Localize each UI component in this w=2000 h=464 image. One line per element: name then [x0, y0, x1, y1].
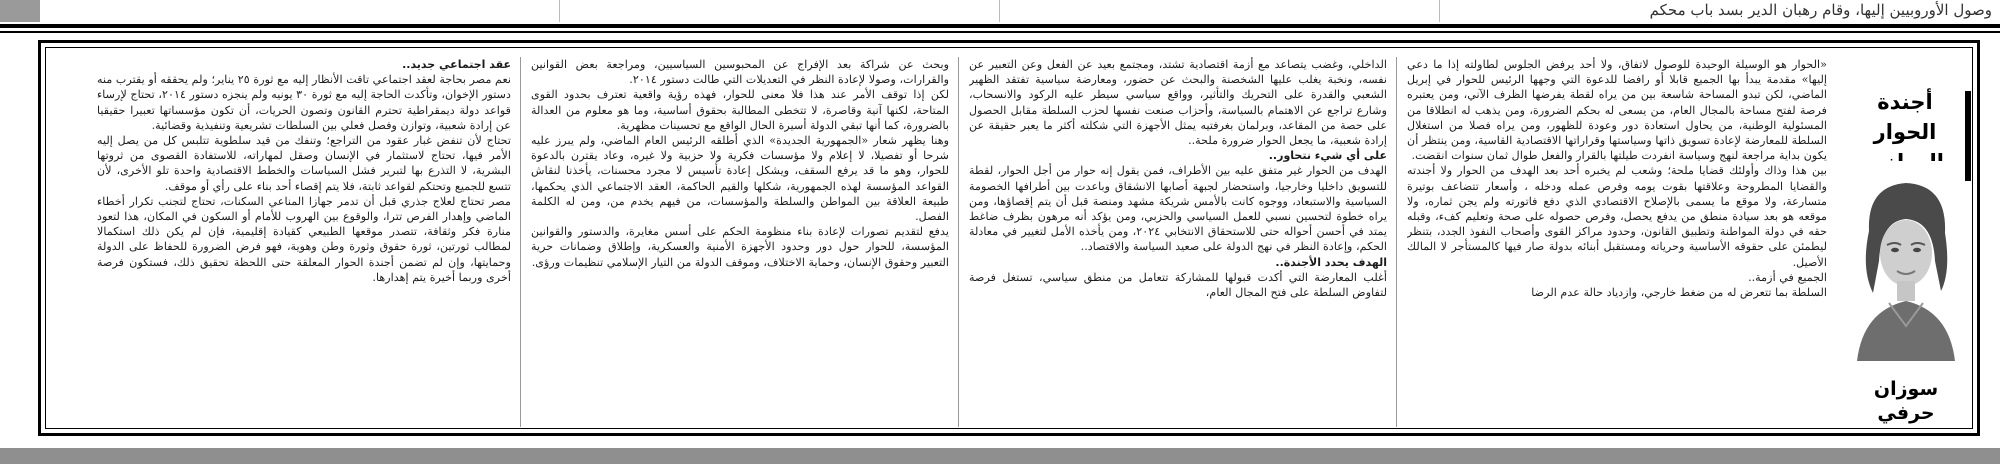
author-portrait: [1849, 161, 1963, 361]
paragraph: نعم مصر بحاجة لعقد اجتماعي تاقت الأنظار إليه مع ثورة ٢٥ يناير؛ ولم يحققه أو يقترب منه دستور الإخوان، وتأكدت الحاجة إليه مع ثورة ٣٠ يونيه ولم ينجزه دستور ٢٠١٤، تحتاج لإرساء قواعد دولة ديمقراطية تحترم القانون وتصون الحريات، أن تكون مؤسساتها تعبيرا حقيقيا عن إرادة شعبية، وتوازن وفصل فعلي بين السلطات تشريعية وتنفيذية وقضائية.: [97, 73, 511, 132]
paragraph: الهدف من الحوار غير متفق عليه بين الأطراف، فمن يقول إنه حوار من أجل الحوار، لقطة للتسويق داخليا وخارجيا، واستحضار لجبهة أصابها الانشقاق وباعدت بين أطرافها الخصومة السياسية والاستبعاد، ووجوه كانت بالأمس شريكة مشهد ومنصة قبل أن يتم إقصاؤها، ومن يراه خطوة لتحسين نسبي للعمل السياسي والحزبي، ومن يؤكد أنه مرهون بظرف ضاغط يمتد في أحسن أحواله حتى للاستحقاق الانتخابي ٢٠٢٤، ومن يأخذه الأمل لتغيير في معادلة الحكم، وإعادة النظر في نهج الدولة على صعيد السياسة والاقتصاد..: [969, 164, 1387, 254]
previous-article-snippet: وصول الأوروبيين إليها، وقام رهبان الدير بسد باب محكم: [1649, 1, 1992, 19]
column-divider: [958, 57, 959, 427]
accent-bar: [1965, 91, 1971, 181]
paragraph: السلطة بما تتعرض له من ضغط خارجي، وازدياد حالة عدم الرضا: [1531, 286, 1827, 300]
bottom-gray-band: [0, 448, 2000, 464]
subheading: عقد اجتماعي جديد..: [402, 58, 511, 71]
paragraph: الداخلي، وغضب يتصاعد مع أزمة اقتصادية تشتد، ومجتمع بعيد عن الفعل وعن التعبير عن نفسه، ونخبة يغلب عليها الشخصنة والبحث عن حضور، ومعارضة سياسية تفتقد الظهير الشعبي والقدرة على التحريك والتأثير، وواقع سياسي سيطر عليه الركود والانسحاب، وشارع تراجع عن الاهتمام بالسياسة، وأحزاب صنعت نفسها لحزب السلطة مقابل الحصول على حصة من المقاعد، وبرلمان بغرفتيه يمثل الأجهزة التي شكلته أكثر ما يعبر حقيقة عن إرادة شعبية، ما يجعل الحوار ضرورة ملحة..: [969, 58, 1387, 148]
paragraph: بين هذا وذاك وأولئك قضايا ملحة؛ وشعب لم يخبره أحد بعد الهدف من الحوار ولا أجندته والقضايا المطروحة وعلاقتها بقوت يومه وفرص عمله ودخله ، وأسعار تتضاعف بوتيرة متسارعة، ولا موقع ما يسمى بالإصلاح الاقتصادي الذي دفع فاتورته ولم يجن ثماره، ولا موقعه هو بعد سيادة منطق من يدفع يحصل، وفرص حصوله على صحة وتعليم كفء، وقبله حقه في دولة المواطنة وتطبيق القانون، وحدود مراكز القوى وأصحاب النفوذ الجدد، بتنظر ليطمئن على حقوقه الأساسية وحرياته ومستقبل أبنائه بدولة صار فيها كالمستأجر لا المالك الأصيل.: [1407, 164, 1827, 269]
paragraph: يدفع لتقديم تصورات لإعادة بناء منظومة الحكم على أسس مغايرة، والدستور والقوانين المؤسسة، للحوار حول دور وحدود الأجهزة الأمنية والعسكرية، وإطلاق وضمانات حرية التعبير وحقوق الإنسان، وحماية الاختلاف، وموقف الدولة من التيار الإسلامي تنظيمات ورؤى.: [531, 225, 949, 269]
paragraph: لكن إذا توقف الأمر عند هذا فلا معنى للحوار، فهذه رؤية واقعية تعترف بحدود القوى المتاحة، لكنها آنية وقاصرة، لا تتخطى المطالبة بحقوق أساسية، وما هو معلوم من العدالة بالضرورة، كما أنها تبقي الدولة أسيرة الحال الواقع مع تحسينات مظهرية.: [531, 88, 949, 132]
paragraph: «الحوار هو الوسيلة الوحيدة للوصول لاتفاق، ولا أحد يرفض الجلوس لطاولته إذا ما دعي إليها» مقدمة يبدأ بها الجميع قابلا أو رافضا للدعوة التي وجهها الرئيس للحوار في إبريل الماضي، لكن تبدو المساحة شاسعة بين من يراه لقطة يفرضها الظرف الآني، ومن يعتبره فرصة لفتح مساحة بالمجال العام، من يسعى له بحكم الضرورة، ومن يذهب له انطلاقا من المسئولية الوطنية، من يحاول استعادة دور وعودة للظهور، ومن يراه فصلا من استغلال السلطة للمعارضة لإعادة تسويق ذاتها وسياستها وقراراتها الاقتصادية القاسية، ومن ينتظر أن يكون بداية مراجعة لنهج وسياسة انفردت طيلتها بالقرار والفعل طوال ثمان سنوات انقضت.: [1407, 58, 1827, 163]
separator-rule-thin: [0, 31, 2000, 33]
paragraph: وهنا يظهر شعار «الجمهورية الجديدة» الذي أطلقه الرئيس العام الماضي، ولم يبرز عليه شرحا أو تفصيلا، لا إعلام ولا مؤسسات فكرية ولا حزبية ولا غيره، وعاد يقترن بالدعوة للحوار، وهو ما قد يرفع السقف، ويشكل إعادة تأسيس لا مجرد محسنات، يأخذنا لنقاش القواعد المؤسسة لهذه الجمهورية، شكلها والقيم الحاكمة، العقد الاجتماعي الذي يحكمها، طبيعة العلاقة بين المواطن والسلطة والمؤسسات، من فيهم يخدم من، ومن له الكلمة الفصل.: [531, 134, 949, 224]
paragraph: مصر تحتاج لعلاج جذري قبل أن تدمر جهازا المناعي السكنات، تحتاج لتجنب تكرار أخطاء الماضي وإهدار الفرص تترا، والوقوع بين الهروب للأمام أو السكون في المكان، هذا لتعود منارة فكر وثقافة، تتصدر موقعها الطبيعي كقيادة إقليمية، فإن لم يكن ذلك استكمالا لمطالب ثورتين، ثورة حقوق وثورة وطن وهوية، فهو فرض الضرورة للحفاظ على الدولة وحمايتها، وإن لم تضمن أجندة الحوار المعلقة حتى اللحظة تحقيق ذلك، فستكون فرصة أخرى وربما أخيرة يتم إهدارها.: [97, 194, 511, 284]
author-name: سوزان حرفي: [1873, 378, 1939, 424]
text-column-2: [969, 57, 1387, 429]
paragraph: الجميع في أزمة..: [1748, 270, 1827, 284]
column-divider: [520, 57, 521, 427]
subheading: على أي شيء نتحاور..: [1268, 149, 1387, 163]
text-column-1: [1407, 57, 1827, 429]
text-column-4: [97, 57, 511, 429]
previous-article-strip: [0, 0, 2000, 24]
subheading: الهدف يحدد الأجندة..: [1275, 255, 1387, 269]
paragraph: وبحث عن شراكة بعد الإفراج عن المحبوسين السياسيين، ومراجعة بعض القوانين والقرارات، وصولا لإعادة النظر في التعديلات التي طالت دستور ٢٠١٤.: [531, 58, 949, 87]
paragraph: تحتاج لأن تنفض غبار عقود من التراجع؛ وتنفك من قيد سلطوية تتلبس كل من يصل إليه الأمر فيها، تحتاج لاستثمار في الإنسان وصقل لمهاراته، للاستفادة القصوى من ثروتها البشرية، لا التذرع بها لتبرير فشل السياسات والخطط الاقتصادية واحدة تلو الأخرى، لأن تتسع للجميع وتحتكم لقواعد ثابتة، فلا يتم إقصاء أحد بناء على رأي أو موقف.: [97, 134, 511, 193]
column-sidebar: [1847, 51, 1971, 425]
text-column-3: [531, 57, 949, 429]
gray-block: [0, 0, 40, 22]
column-title: أجندة الحوار: [1873, 90, 1937, 144]
column-divider: [1396, 57, 1397, 427]
separator-rule: [0, 24, 2000, 28]
paragraph: أغلب المعارضة التي أكدت قبولها للمشاركة تتعامل من منطق سياسي، تستغل فرصة لتفاوض السلطة على فتح المجال العام،: [969, 270, 1387, 300]
article-frame: [38, 40, 1980, 436]
